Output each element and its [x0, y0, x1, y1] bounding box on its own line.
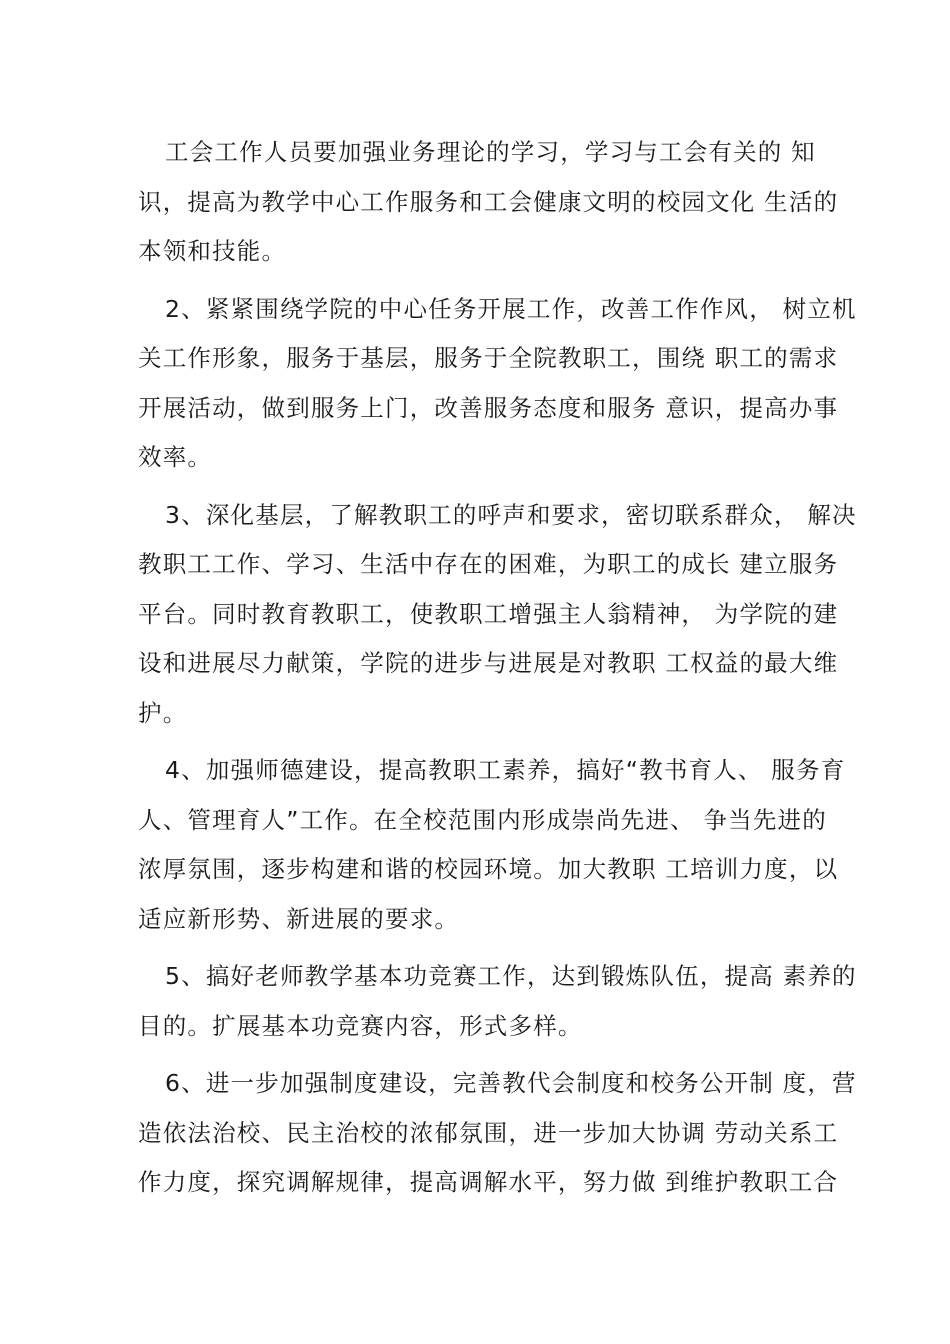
text-line: 识，提高为教学中心工作服务和工会健康文明的校园文化 生活的 — [138, 187, 839, 216]
text-line: 人、管理育人”工作。在全校范围内形成崇尚先进、 争当先进的 — [138, 805, 827, 834]
paragraph-item-6 — [138, 1059, 857, 1208]
text-line: 效率。 — [138, 443, 213, 471]
text-line: 2、紧紧围绕学院的中心任务开展工作，改善工作作风， 树立机 — [165, 294, 857, 323]
paragraph-intro — [138, 128, 839, 277]
text-line: 本领和技能。 — [138, 237, 287, 265]
document-body — [138, 128, 857, 1208]
text-line: 护。 — [138, 698, 188, 727]
text-line: 3、深化基层，了解教职工的呼声和要求，密切联系群众， 解决 — [165, 500, 857, 529]
text-line: 造依法治校、民主治校的浓郁氛围，进一步加大协调 劳动关系工 — [138, 1118, 839, 1147]
text-line: 适应新形势、新进展的要求。 — [138, 904, 460, 933]
paragraph-item-4 — [138, 746, 846, 944]
text-line: 6、进一步加强制度建设，完善教代会制度和校务公开制 度，营 — [165, 1069, 857, 1097]
paragraph-item-2 — [138, 285, 857, 483]
text-line: 目的。扩展基本功竞赛内容，形式多样。 — [138, 1011, 583, 1040]
text-line: 作力度，探究调解规律，提高调解水平，努力做 到维护教职工合 — [138, 1168, 839, 1196]
text-line: 关工作形象，服务于基层，服务于全院教职工，围绕 职工的需求 — [138, 344, 839, 372]
text-line: 4、加强师德建设，提高教职工素养，搞好“教书育人、 服务育 — [165, 756, 846, 784]
paragraph-item-5 — [138, 952, 857, 1051]
text-line: 平台。同时教育教职工，使教职工增强主人翁精神， 为学院的建 — [138, 599, 839, 628]
paragraph-item-3 — [138, 491, 857, 739]
text-line: 工会工作人员要加强业务理论的学习，学习与工会有关的 知 — [165, 138, 816, 166]
text-line: 开展活动，做到服务上门，改善服务态度和服务 意识，提高办事 — [138, 393, 839, 422]
text-line: 教职工工作、学习、生活中存在的困难，为职工的成长 建立服务 — [138, 550, 839, 578]
text-line: 5、搞好老师教学基本功竞赛工作，达到锻炼队伍，提高 素养的 — [165, 962, 857, 990]
text-line: 设和进展尽力献策，学院的进步与进展是对教职 工权益的最大维 — [138, 649, 839, 677]
text-line: 浓厚氛围，逐步构建和谐的校园环境。加大教职 工培训力度，以 — [138, 855, 839, 883]
